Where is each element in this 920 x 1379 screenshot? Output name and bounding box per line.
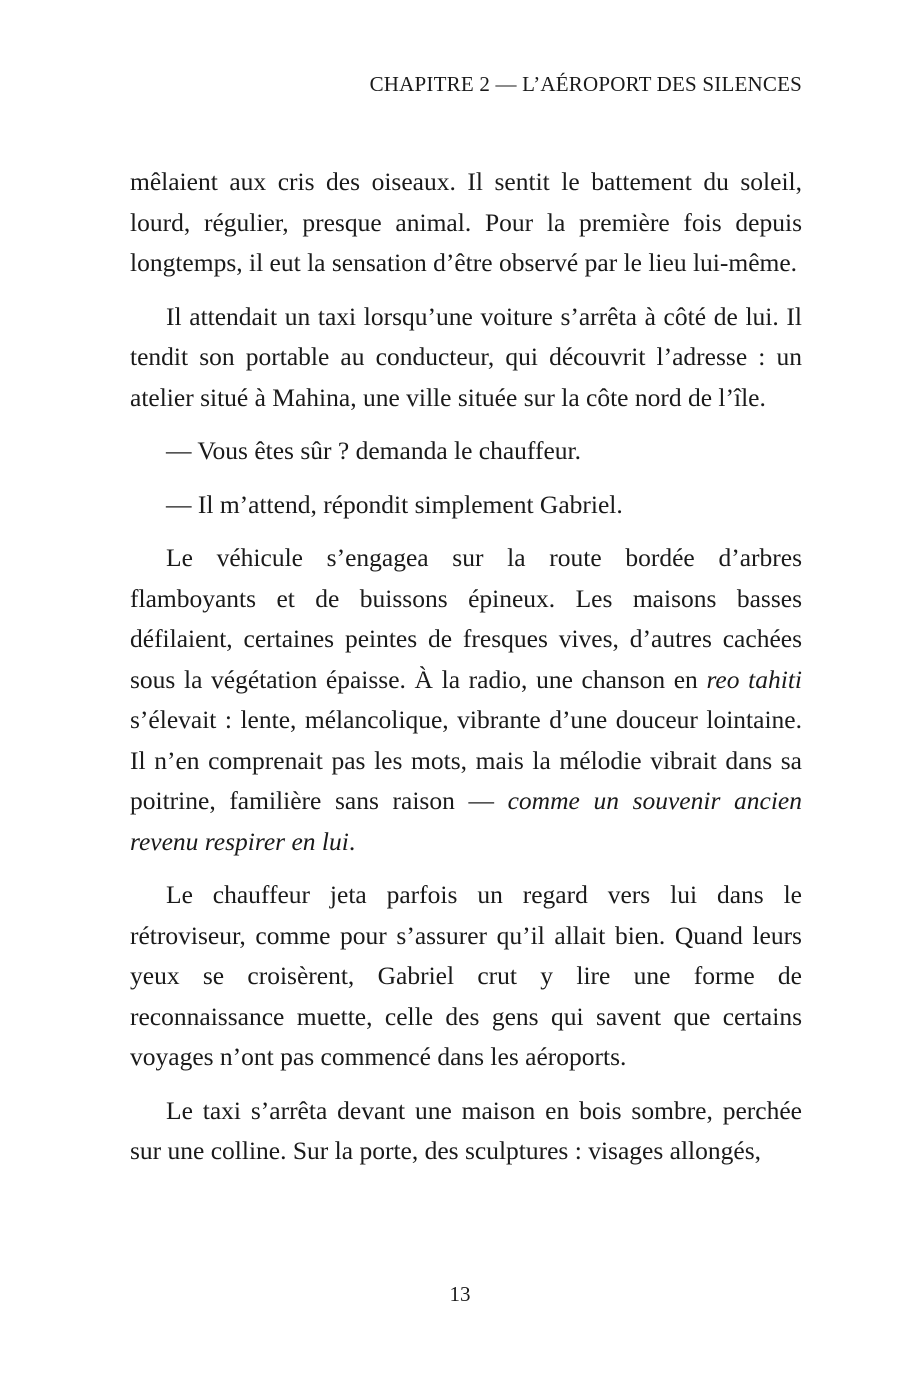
running-header: CHAPITRE 2 — L’AÉROPORT DES SILENCES [369,72,802,96]
italic-phrase: reo tahiti [706,664,802,694]
body-text [130,162,802,1185]
paragraph-text: Le véhicule s’engagea sur la route bordée d’arbres flamboyants et de buissons épineux. Les maisons basses défilaient, certaines peintes de fresques vives, d’autres cachées sous la végétation épaisse. À la radio, une chanson en [130,543,802,694]
paragraph: Il attendait un taxi lorsqu’une voiture s’arrêta à côté de lui. Il tendit son portable au conducteur, qui découvrit l’adresse : un atelier situé à Mahina, une ville située sur la côte nord de l’île. [130,301,802,412]
paragraph-text: s’élevait : lente, mélancolique, vibrante d’une douceur lointaine. Il n’en comprenait pas les mots, mais la mélodie vibrait dans sa poitrine, familière sans raison — [130,705,802,815]
paragraph: Le chauffeur jeta parfois un regard vers lui dans le rétroviseur, comme pour s’assurer qu’il allait bien. Quand leurs yeux se croisèrent, Gabriel crut y lire une forme de reconnaissance muette, celle des gens qui savent que certains voyages n’ont pas commencé dans les aéroports. [130,880,802,1071]
dialogue-line: — Vous êtes sûr ? demanda le chauffeur. [166,436,581,465]
paragraph [130,538,802,862]
page-number: 13 [449,1282,471,1306]
italic-phrase: comme un souvenir ancien revenu respirer en lui [130,786,802,856]
dialogue-line: — Il m’attend, répondit simplement Gabriel. [166,489,623,519]
paragraph: Le taxi s’arrêta devant une maison en bois sombre, perchée sur une colline. Sur la porte, des sculptures : visages allongés, [130,1095,802,1165]
paragraph: mêlaient aux cris des oiseaux. Il sentit le battement du soleil, lourd, régulier, presque animal. Pour la première fois depuis longtemps, il eut la sensation d’être observé par le lieu lui-même. [130,167,802,277]
paragraph-text: . [348,826,356,856]
